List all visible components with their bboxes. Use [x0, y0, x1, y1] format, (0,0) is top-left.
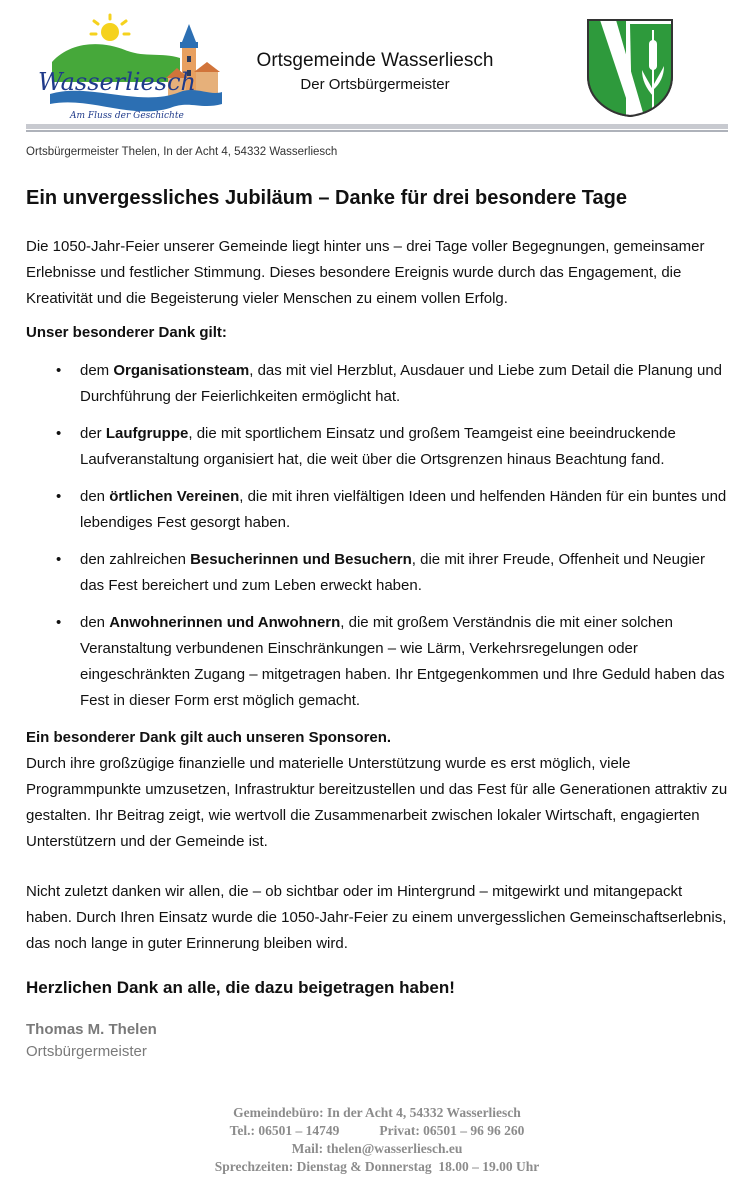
thanks-list — [26, 358, 730, 714]
closing-paragraph: Nicht zuletzt danken wir allen, die – ob sichtbar oder im Hintergrund – mitgewirkt und mitangepackt haben. Durch Ihren Einsatz wurde die 1050-Jahr-Feier zu einem unvergesslichen Gemeinschaftserlebnis, das noch lange in guter Erinnerung bleiben wird. — [26, 883, 727, 952]
header-rule — [26, 124, 728, 129]
sponsor-heading: Ein besonderer Dank gilt auch unseren Sponsoren. — [26, 729, 392, 746]
bullet-icon: • — [56, 425, 62, 442]
org-subtitle: Der Ortsbürgermeister — [300, 76, 450, 93]
sponsor-paragraph: Durch ihre großzügige finanzielle und materielle Unterstützung wurde es erst möglich, viele Programmpunkte umzusetzen, Infrastruktur bereitzustellen und das Fest für alle Generationen attraktiv zu gestalten. Ihr Beitrag zeigt, wie wertvoll die Zusammenarbeit zwischen lokaler Wirtschaft, engagierten Unterstützern und der Gemeinde ist. — [26, 755, 728, 850]
footer-tel: Tel.: 06501 – 14749 — [229, 1123, 340, 1138]
org-title: Ortsgemeinde Wasserliesch — [256, 50, 494, 71]
thanks-heading: Unser besonderer Dank gilt: — [26, 324, 227, 341]
list-item — [26, 421, 730, 473]
signature-name: Thomas M. Thelen — [26, 1021, 157, 1038]
list-item — [26, 484, 730, 536]
list-item-prefix: den zahlreichen — [80, 551, 191, 568]
signature-role: Ortsbürgermeister — [26, 1043, 147, 1060]
footer-privat: Privat: 06501 – 96 96 260 — [379, 1123, 525, 1138]
footer-hours: Sprechzeiten: Dienstag & Donnerstag 18.00 – 19.00 Uhr — [214, 1159, 540, 1174]
coat-of-arms-icon — [586, 18, 674, 118]
list-item-text: , die mit ihren vielfältigen Ideen und helfenden Händen für ein buntes und lebendiges Fest gesorgt haben. — [80, 488, 727, 531]
list-item-emphasis: örtlichen Vereinen — [109, 488, 240, 505]
list-item — [26, 358, 730, 410]
letterhead — [0, 0, 754, 130]
list-item-emphasis: Organisationsteam — [113, 362, 250, 379]
sender-address-line: Ortsbürgermeister Thelen, In der Acht 4, 54332 Wasserliesch — [26, 146, 338, 158]
bullet-icon: • — [56, 488, 62, 505]
letter-headline: Ein unvergessliches Jubiläum – Danke für drei besondere Tage — [26, 187, 627, 209]
bullet-icon: • — [56, 551, 62, 568]
list-item-text: , die mit ihrer Freude, Offenheit und Neugier das Fest bereichert und zum Leben erweckt haben. — [80, 551, 706, 594]
footer-mail: Mail: thelen@wasserliesch.eu — [291, 1141, 463, 1156]
bullet-icon: • — [56, 362, 62, 379]
list-item — [26, 547, 730, 599]
logo-script-text: Wasserliesch — [38, 68, 196, 96]
sun-icon — [91, 15, 129, 41]
footer-office: Gemeindebüro: In der Acht 4, 54332 Wasserliesch — [233, 1105, 521, 1120]
list-item-prefix: der — [80, 425, 106, 442]
list-item-text: , das mit viel Herzblut, Ausdauer und Liebe zum Detail die Planung und Durchführung der Feierlichkeiten ermöglicht hat. — [80, 362, 723, 405]
list-item-text: , die mit großem Verständnis die mit einer solchen Veranstaltung verbundenen Einschränkungen – wie Lärm, Verkehrsregelungen oder eingeschränkten Zugang – mitgetragen haben. Ihr Entgegenkommen und Ihre Geduld haben das Fest in dieser Form erst möglich gemacht. — [80, 614, 725, 709]
list-item-emphasis: Anwohnerinnen und Anwohnern — [109, 614, 341, 631]
list-item — [26, 610, 730, 714]
final-thanks: Herzlichen Dank an alle, die dazu beigetragen haben! — [26, 978, 455, 997]
list-item-text: , die mit sportlichem Einsatz und großem Teamgeist eine beeindruckende Laufveranstaltung organisiert hat, die weit über die Ortsgrenzen hinaus Beachtung fand. — [80, 425, 676, 468]
intro-paragraph: Die 1050-Jahr-Feier unserer Gemeinde liegt hinter uns – drei Tage voller Begegnungen, gemeinsamer Erlebnisse und festlicher Stimmung. Dieses besondere Ereignis wurde durch das Engagement, die Kreativität und die Begeisterung vieler Menschen zu einem vollen Erfolg. — [26, 238, 705, 307]
logo-tagline: Am Fluss der Geschichte — [70, 111, 184, 121]
list-item-prefix: den — [80, 488, 110, 505]
list-item-emphasis: Laufgruppe — [105, 425, 189, 442]
wasserliesch-logo — [30, 12, 225, 124]
footer-phones — [0, 1122, 754, 1140]
bullet-icon: • — [56, 614, 62, 631]
list-item-prefix: den — [80, 614, 110, 631]
list-item-prefix: dem — [80, 362, 114, 379]
header-rule-thin — [26, 130, 728, 132]
letter-body — [26, 184, 730, 1063]
letter-footer — [0, 1104, 754, 1176]
list-item-emphasis: Besucherinnen und Besuchern — [190, 551, 412, 568]
